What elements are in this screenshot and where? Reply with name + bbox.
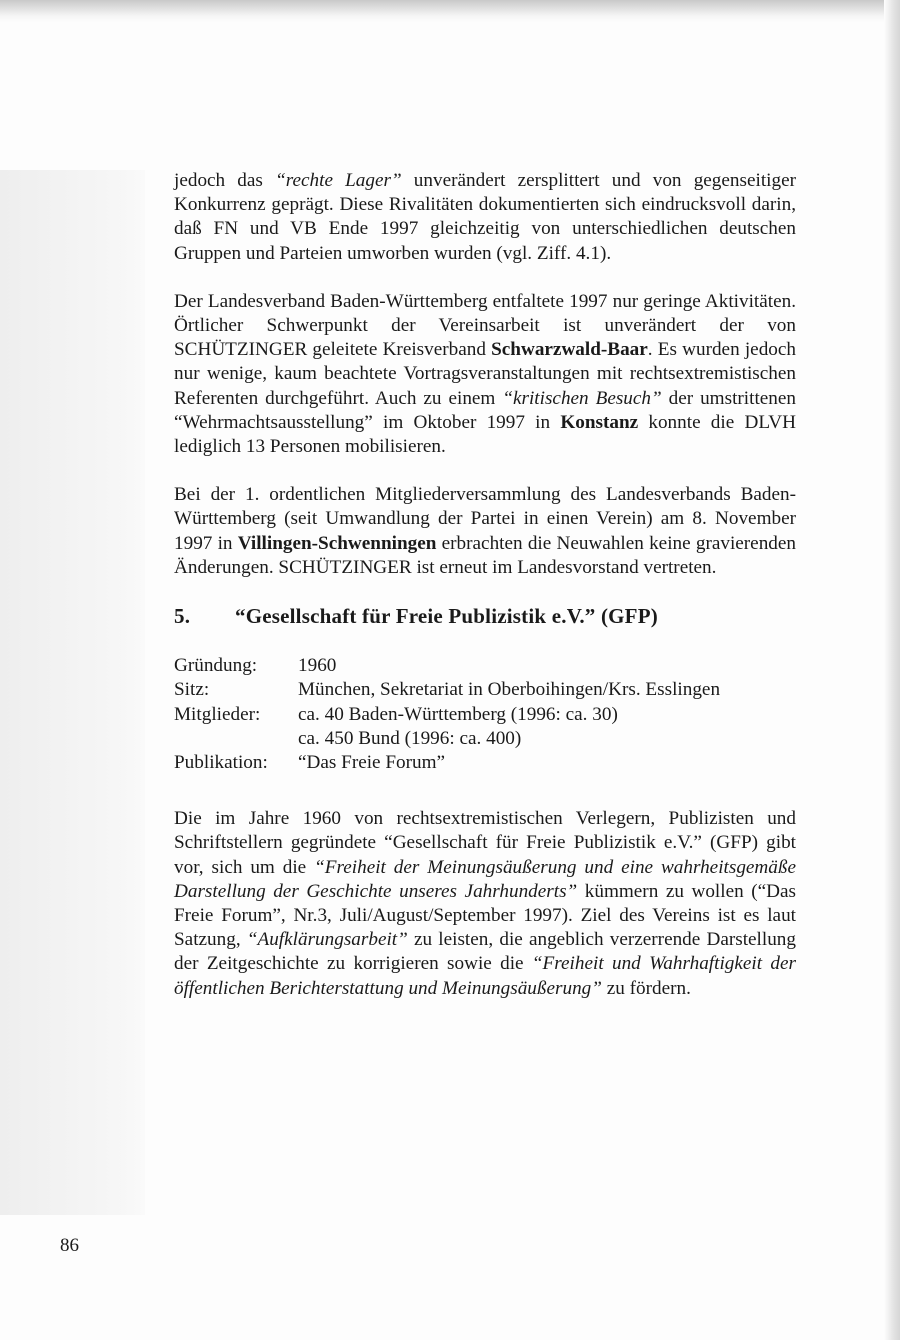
fact-row: [174, 678, 796, 702]
fact-value: ca. 40 Baden-Württemberg (1996: ca. 30): [298, 703, 618, 725]
fact-value: ca. 450 Bund (1996: ca. 400): [298, 727, 522, 749]
bold-place-name: Villingen-Schwenningen: [237, 532, 437, 554]
fact-label: [174, 727, 298, 751]
italic-quote: “Freiheit der Meinungsäußerung und eine wahrheitsgemäße Darstellung der Geschichte unseres Jahrhunderts”: [174, 856, 796, 902]
page-number: 86: [60, 1235, 79, 1256]
facts-table: [174, 654, 796, 775]
paragraph-3: [174, 483, 796, 580]
italic-quote: “kritischen Besuch”: [502, 387, 662, 409]
scan-top-shadow: [0, 0, 900, 22]
text-run: erbrachten die Neuwahlen keine gravierenden Änderungen. SCHÜTZINGER ist erneut im Landesvorstand vertreten.: [174, 532, 796, 578]
text-run: konnte die DLVH lediglich 13 Personen mobilisieren.: [174, 411, 796, 458]
scan-right-edge: [884, 0, 900, 1340]
text-run: jedoch das: [174, 170, 276, 191]
bold-place-name: Schwarzwald-Baar: [491, 339, 648, 361]
paragraph-2: [174, 290, 796, 459]
text-run: unverändert zersplittert und von gegenseitiger Konkurrenz geprägt. Diese Rivalitäten dokumentierten sich eindrucksvoll darin, daß FN und VB Ende 1997 gleichzeitig von unterschiedlichen deutschen Gruppen und Parteien umworben wurden (vgl. Ziff. 4.1).: [174, 170, 796, 264]
text-run: Bei der 1. ordentlichen Mitgliederversammlung des Landesverbands Baden-Württemberg (seit Umwandlung der Partei in einen Verein) am 8. November 1997 in: [174, 484, 796, 554]
fact-label: Sitz:: [174, 679, 210, 701]
fact-label: Gründung:: [174, 655, 258, 677]
fact-value: München, Sekretariat in Oberboihingen/Krs. Esslingen: [298, 679, 721, 701]
section-number: 5.: [174, 604, 191, 629]
text-run: Die im Jahre 1960 von rechtsextremistischen Verlegern, Publizisten und Schriftstellern gegründete “Gesellschaft für Freie Publizistik e.V.” (GFP) gibt vor, sich um die: [174, 808, 796, 878]
paragraph-4: [174, 807, 796, 1001]
bold-place-name: Konstanz: [560, 411, 639, 433]
italic-quote: “rechte Lager”: [275, 170, 402, 191]
text-run: zu leisten, die angeblich verzerrende Darstellung der Zeitgeschichte zu korrigieren sowie die: [174, 929, 796, 975]
fact-row: [174, 703, 796, 727]
text-run: . Es wurden jedoch nur wenige, kaum beachtete Vortragsveranstaltungen mit rechtsextremistischen Referenten durchgeführt. Auch zu einem: [174, 339, 796, 409]
fact-row: [174, 654, 796, 678]
text-run: kümmern zu wollen (“Das Freie Forum”, Nr.3, Juli/August/September 1997). Ziel des Vereins ist es laut Satzung,: [174, 880, 796, 951]
fact-row: [174, 727, 796, 751]
fact-value: 1960: [298, 655, 337, 677]
fact-value: “Das Freie Forum”: [298, 752, 446, 774]
fact-label: Publikation:: [174, 752, 268, 774]
fact-label: Mitglieder:: [174, 703, 261, 725]
paragraph-1: [174, 169, 796, 266]
text-run: Der Landesverband Baden-Württemberg entfaltete 1997 nur geringe Aktivitäten. Örtlicher Schwerpunkt der Vereinsarbeit ist unverändert der von SCHÜTZINGER geleitete Kreisverband: [174, 290, 796, 361]
scan-left-shade: [0, 170, 145, 1215]
page-content: [174, 169, 796, 1001]
fact-row: [174, 751, 796, 775]
italic-quote: “Freiheit und Wahrhaftigkeit der öffentlichen Berichterstattung und Meinungsäußerung”: [174, 953, 796, 999]
text-run: der umstrittenen “Wehrmachtsausstellung” im Oktober 1997 in: [174, 387, 797, 433]
text-run: zu fördern.: [601, 977, 691, 999]
section-title: “Gesellschaft für Freie Publizistik e.V.” (GFP): [235, 604, 658, 629]
section-heading: [174, 604, 796, 628]
italic-quote: “Aufklärungsarbeit”: [246, 929, 408, 951]
